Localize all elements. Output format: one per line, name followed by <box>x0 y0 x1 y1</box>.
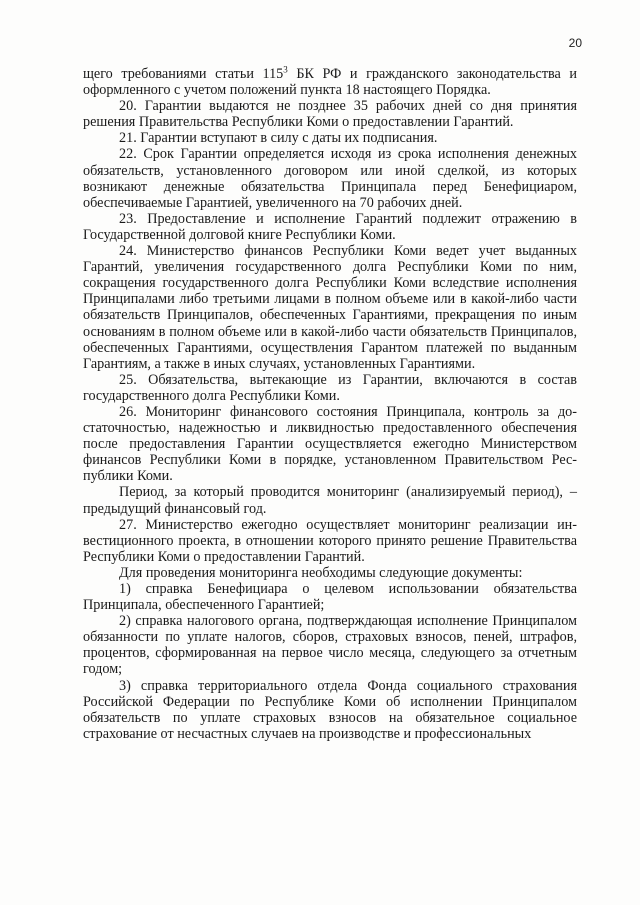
page-number: 20 <box>568 36 582 50</box>
paragraph-period: Период, за который проводится мониторинг (анализируемый период), – предыдущий финансовый год. <box>83 484 577 517</box>
paragraph-21: 21. Гарантии вступают в силу с даты их подписания. <box>119 130 438 147</box>
paragraph-26: 26. Мониторинг финансового состояния Принципала, контроль за достаточностью, надежностью и ликвидностью предоставленного обеспечения после предоставления Гарантии осуществляется ежегодно Министерством финансов Республики Коми в порядке, установленном Правительством Республики Коми. <box>83 403 577 485</box>
paragraph-24: 24. Министерство финансов Республики Коми ведет учет выданных Гарантий, увеличения государственного долга Республики Коми по ним, сокращения государственного долга Республики Коми вследствие исполнения Принципалами либо третьими лицами в полном объеме или в какой-либо части обязательств Принципалов, обеспеченных Гарантиями, прекращения по иным основаниям в полном объеме или в какой-либо части обязательств Принципалов, обеспеченных Гарантиями, осуществления Гарантом платежей по выданным Гарантиям, а также в иных случаях, установленных Гарантиями. <box>83 243 577 372</box>
paragraph-documents-intro: Для проведения мониторинга необходимы следующие документы: <box>119 564 523 581</box>
paragraph-23: 23. Предоставление и исполнение Гарантий подлежит отражению в Государственной долговой книге Республики Коми. <box>83 210 577 243</box>
list-item-1: 1) справка Бенефициара о целевом использовании обязательства Принципала, обеспеченного Гарантией; <box>83 581 577 614</box>
paragraph-20: 20. Гарантии выдаются не позднее 35 рабочих дней со дня принятия решения Правительства Республики Коми о предоставлении Гарантий. <box>83 98 577 131</box>
paragraph-continuation <box>83 66 577 98</box>
paragraph-25: 25. Обязательства, вытекающие из Гарантии, включаются в состав государственного долга Республики Коми. <box>83 371 577 404</box>
list-item-3: 3) справка территориального отдела Фонда социального страхования Российской Федерации по Республике Коми об исполнении Принципалом обязательств по уплате страховых взносов на обязательное социальное страхование от несчастных случаев на производстве и профессиональных <box>83 677 577 742</box>
paragraph-text: БК РФ и гражданского законодательства и оформленного с учетом положений пункта 18 настоящего Порядка. <box>83 66 577 99</box>
paragraph-22: 22. Срок Гарантии определяется исходя из срока исполнения денежных обязательств, установленного договором или иной сделкой, из которых возникают денежные обязательства Принципала перед Бенефициаром, обеспечиваемые Гарантией, увеличенного на 70 рабочих дней. <box>83 146 577 211</box>
paragraph-text: щего требованиями статьи 115 <box>83 66 284 82</box>
superscript: 3 <box>283 64 288 75</box>
document-body <box>83 66 577 742</box>
paragraph-27: 27. Министерство ежегодно осуществляет мониторинг реализации инвестиционного проекта, в отношении которого принято решение Правительства Республики Коми о предоставлении Гарантий. <box>83 516 577 565</box>
list-item-2: 2) справка налогового органа, подтверждающая исполнение Принципалом обязанности по уплате налогов, сборов, страховых взносов, пеней, штрафов, процентов, сформированная на первое число месяца, следующего за отчетным годом; <box>83 613 577 678</box>
